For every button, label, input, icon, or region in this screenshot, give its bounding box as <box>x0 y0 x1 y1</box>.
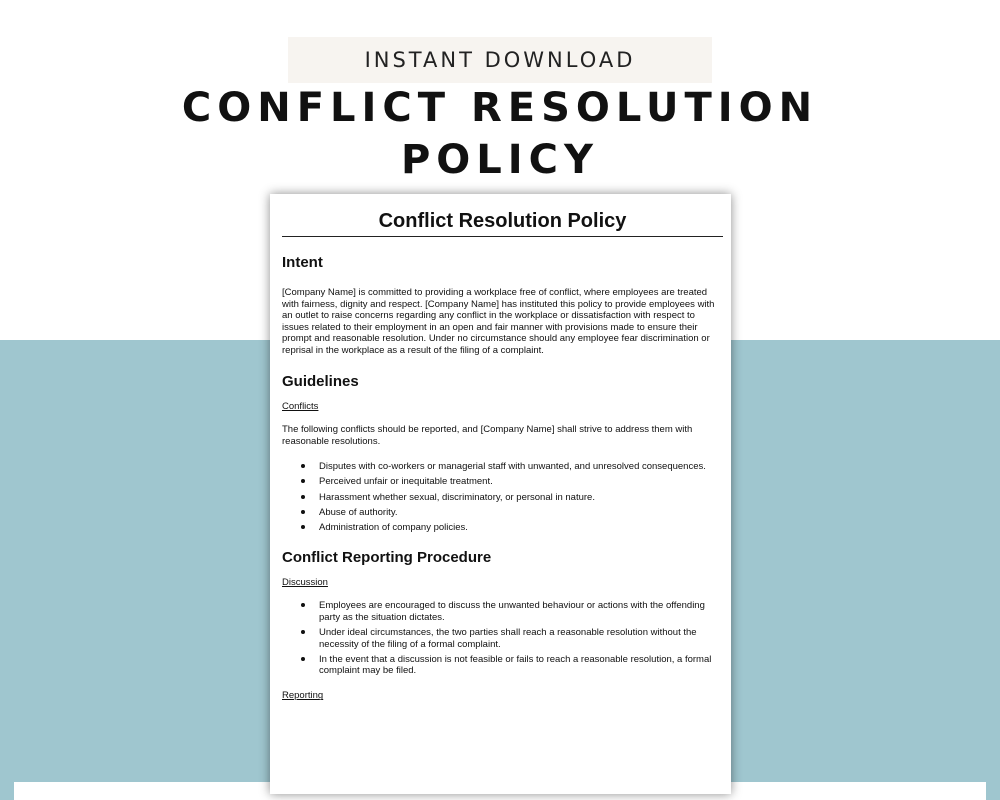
document-preview <box>270 194 731 794</box>
list-item: Perceived unfair or inequitable treatment. <box>319 476 719 488</box>
headline-line-2: POLICY <box>400 137 599 183</box>
intent-paragraph: [Company Name] is committed to providing a workplace free of conflict, where employees are treated with fairness, dignity and respect. [Company Name] has instituted this policy to provide employees with an outlet to raise concerns regarding any conflict in the workplace or dissatisfaction with respect to issues related to their employment in an open and fair manner with provisions made to ensure their prompt and reasonable resolution. Under no circumstance should any employee fear discrimination or reprisal in the workplace as a result of the filing of a complaint. <box>282 287 715 356</box>
page-headline <box>0 82 1000 186</box>
document-body <box>282 254 719 702</box>
guidelines-heading: Guidelines <box>282 372 359 390</box>
headline-line-1: CONFLICT RESOLUTION <box>181 85 819 131</box>
list-item: Under ideal circumstances, the two parties shall reach a reasonable resolution without the necessity of the filing of a formal complaint. <box>319 627 719 650</box>
discussion-list <box>282 600 719 677</box>
conflicts-list <box>282 461 719 533</box>
list-item: In the event that a discussion is not feasible or fails to reach a reasonable resolution, a formal complaint may be filed. <box>319 654 719 677</box>
list-item: Employees are encouraged to discuss the unwanted behaviour or actions with the offending party as the situation dictates. <box>319 600 719 623</box>
conflicts-subheading: Conflicts <box>282 400 319 412</box>
document-title: Conflict Resolution Policy <box>378 210 627 232</box>
discussion-subheading: Discussion <box>282 576 328 588</box>
list-item: Harassment whether sexual, discriminatory, or personal in nature. <box>319 492 719 504</box>
list-item: Administration of company policies. <box>319 522 719 534</box>
reporting-subheading: Reporting <box>282 690 324 702</box>
list-item: Disputes with co-workers or managerial staff with unwanted, and unresolved consequences. <box>319 461 719 473</box>
instant-download-tag: INSTANT DOWNLOAD <box>288 37 712 83</box>
intent-heading: Intent <box>282 254 323 271</box>
procedure-heading: Conflict Reporting Procedure <box>282 548 492 566</box>
title-divider <box>282 236 723 237</box>
list-item: Abuse of authority. <box>319 507 719 519</box>
conflicts-intro: The following conflicts should be reported, and [Company Name] shall strive to address them with reasonable resolutions. <box>282 424 693 447</box>
